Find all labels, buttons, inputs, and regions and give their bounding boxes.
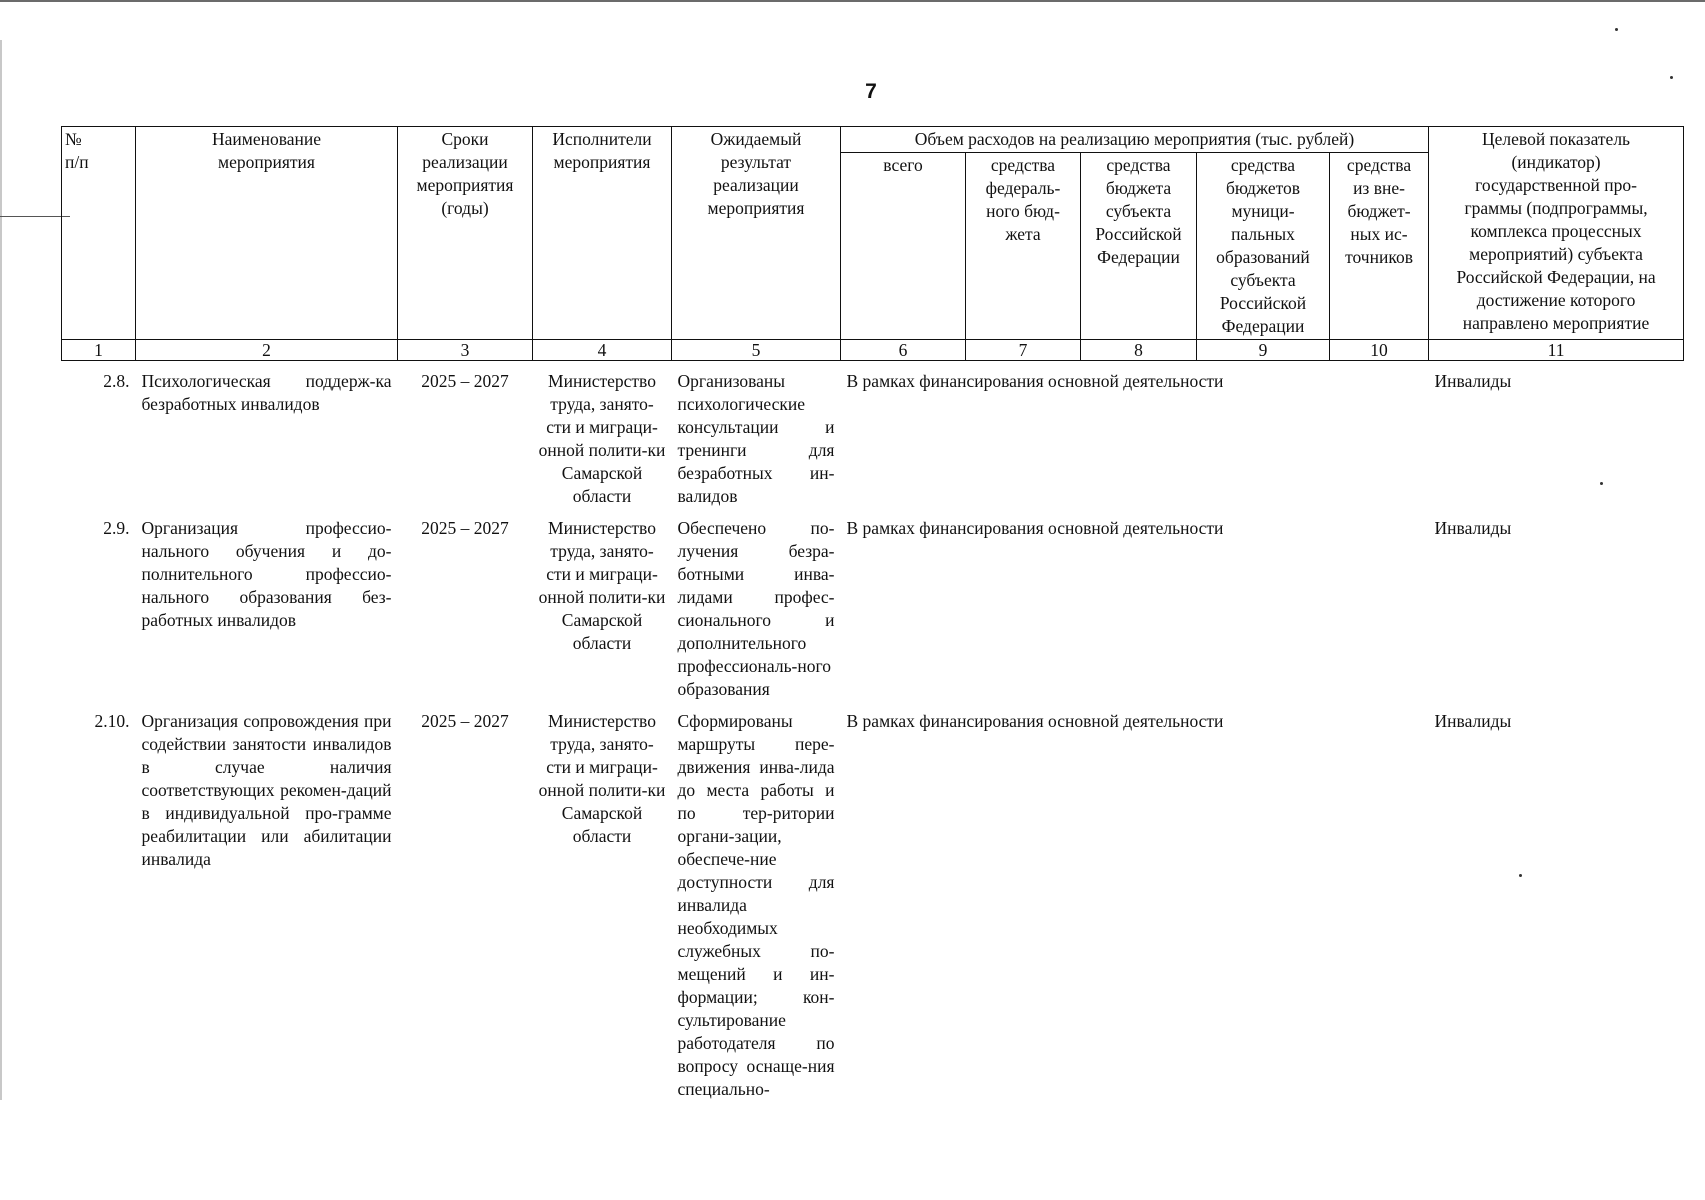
column-number: 7	[966, 340, 1081, 361]
program-measures-table	[61, 126, 1684, 1101]
measure-executor: Министерство труда, занято-сти и миграци-онной полити-ки Самарской области	[538, 518, 666, 653]
column-number: 6	[841, 340, 966, 361]
measure-term: 2025 – 2027	[421, 371, 509, 391]
scan-speck	[1615, 28, 1618, 31]
table-row	[62, 701, 1684, 1101]
header-regional-budget: средства бюджета субъекта Российской Федерации	[1081, 153, 1197, 340]
measure-term: 2025 – 2027	[421, 711, 509, 731]
page-number: 7	[865, 80, 877, 103]
financing-note: В рамках финансирования основной деятельности	[846, 711, 1224, 731]
column-number: 1	[62, 340, 136, 361]
header-target-indicator: Целевой показатель (индикатор) государственной про- граммы (подпрограммы, комплекса процессных мероприятий) субъекта Российской Федерации, на достижение которого направлено мероприятие	[1429, 127, 1684, 340]
target-indicator: Инвалиды	[1434, 518, 1512, 538]
target-indicator: Инвалиды	[1434, 371, 1512, 391]
header-measure-name: Наименование мероприятия	[136, 127, 398, 340]
column-number: 11	[1429, 340, 1684, 361]
table-header	[62, 127, 1684, 361]
header-number: № п/п	[62, 127, 136, 340]
column-number: 2	[136, 340, 398, 361]
header-federal-budget: средства федераль- ного бюд- жета	[966, 153, 1081, 340]
target-indicator: Инвалиды	[1434, 711, 1512, 731]
scan-top-edge	[0, 0, 1705, 2]
header-expenses-group: Объем расходов на реализацию мероприятия (тыс. рублей)	[841, 127, 1429, 153]
column-number: 9	[1197, 340, 1330, 361]
column-number: 8	[1081, 340, 1197, 361]
scan-left-edge	[0, 40, 2, 1100]
column-number: 5	[672, 340, 841, 361]
expected-result: Организованы психологические консультации и тренинги для безработных ин-валидов	[677, 371, 835, 506]
column-number: 3	[398, 340, 533, 361]
header-expected-result: Ожидаемый результат реализации мероприятия	[672, 127, 841, 340]
table-row	[62, 361, 1684, 509]
financing-note: В рамках финансирования основной деятельности	[846, 518, 1224, 538]
column-number: 10	[1330, 340, 1429, 361]
measure-executor: Министерство труда, занято-сти и миграци-онной полити-ки Самарской области	[538, 371, 666, 506]
scan-speck	[1670, 76, 1673, 79]
header-terms: Сроки реализации мероприятия (годы)	[398, 127, 533, 340]
measure-name: Организация профессио-нального обучения и до-полнительного профессио-нального образования без-работных инвалидов	[141, 518, 392, 630]
measure-term: 2025 – 2027	[421, 518, 509, 538]
column-number: 4	[533, 340, 672, 361]
header-executors: Исполнители мероприятия	[533, 127, 672, 340]
expected-result: Сформированы маршруты пере-движения инва-лида до места работы и по тер-ритории органи-зации, обеспече-ние доступности для инвалида необходимых служебных по-мещений и ин-формации; кон-сультирование работодателя по вопросу оснаще-ния специально-	[677, 711, 835, 1099]
measure-name: Организация сопровождения при содействии занятости инвалидов в случае наличия соответствующих рекомен-даций в индивидуальной про-грамме реабилитации или абилитации инвалида	[141, 711, 392, 869]
header-total: всего	[841, 153, 966, 340]
measure-name: Психологическая поддерж-ка безработных инвалидов	[141, 371, 392, 414]
row-number: 2.8.	[103, 371, 130, 391]
header-extrabudgetary: средства из вне- бюджет- ных ис- точников	[1330, 153, 1429, 340]
financing-note: В рамках финансирования основной деятельности	[846, 371, 1224, 391]
row-number: 2.10.	[94, 711, 130, 731]
row-number: 2.9.	[103, 518, 130, 538]
header-municipal-budgets: средства бюджетов муници- пальных образований субъекта Российской Федерации	[1197, 153, 1330, 340]
measure-executor: Министерство труда, занято-сти и миграци-онной полити-ки Самарской области	[538, 711, 666, 846]
table-row	[62, 508, 1684, 701]
expected-result: Обеспечено по-лучения безра-ботными инва-лидами профес-сионального и дополнительного профессиональ-ного образования	[677, 518, 835, 699]
scan-mark	[0, 216, 70, 217]
column-number-row	[62, 340, 1684, 361]
